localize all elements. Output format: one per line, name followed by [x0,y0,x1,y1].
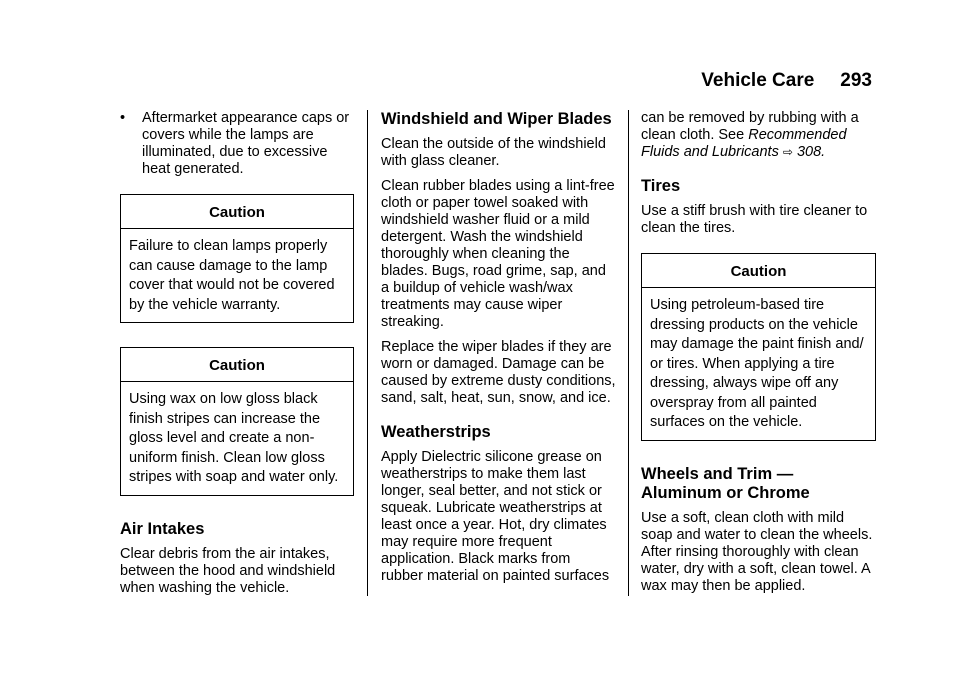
continued-paragraph [641,110,876,161]
section-title: Vehicle Care [701,70,815,91]
page-header [701,70,872,92]
heading-air-intakes: Air Intakes [120,519,205,538]
bullet-mark: • [120,110,126,126]
continued-text: can be removed by rubbing with a clean cloth. See [641,110,859,143]
windshield-paragraph: Clean the outside of the windshield with glass cleaner. [381,136,606,169]
caution-box-wax [120,347,354,496]
caution-title: Caution [121,348,353,382]
weatherstrips-text: Apply Dielectric silicone grease on weatherstrips to make them last longer, seal better, and not stick or squeak. Lubricate weatherstrips at least once a year. Hot, dry climates may require more frequent application. Black marks from rubber material on painted surfaces [381,449,610,584]
column-3 [641,110,876,603]
cross-reference-link[interactable]: Recommended Fluids and Lubricants [641,127,847,160]
column-1 [120,110,354,605]
heading-weatherstrips: Weatherstrips [381,423,491,441]
caution-box-tires [641,253,876,441]
heading-wheels: Wheels and Trim — Aluminum or Chrome [641,464,810,502]
windshield-paragraph: Replace the wiper blades if they are worn or damaged. Damage can be caused by extreme dusty conditions, sand, salt, heat, sun, snow, and ice. [381,339,616,406]
caution-body: Using petroleum-based tire dressing products on the vehicle may damage the paint finish and/ or tires. When applying a tire dressing, always wipe off any overspray from all painted surfaces on the vehicle. [650,297,864,430]
bullet-item [120,110,354,178]
column-divider [628,110,629,596]
caution-title: Caution [121,195,353,229]
page-reference-icon: ⇨ [782,145,793,159]
page-number: 293 [840,70,872,91]
caution-box-lamps [120,194,354,323]
tires-text: Use a stiff brush with tire cleaner to clean the tires. [641,203,868,236]
caution-body: Failure to clean lamps properly can cause damage to the lamp cover that would not be covered by the vehicle warranty. [129,238,335,313]
page-reference-number[interactable]: 308 [796,144,822,160]
column-divider [367,110,368,596]
bullet-text: Aftermarket appearance caps or covers while the lamps are illuminated, due to excessive heat generated. [142,110,350,177]
caution-title: Caution [642,254,875,288]
wheels-text: Use a soft, clean cloth with mild soap and water to clean the wheels. After rinsing thoroughly with clean water, dry with a soft, clean towel. A wax may then be applied. [641,509,873,594]
heading-tires: Tires [641,177,681,195]
air-intakes-text: Clear debris from the air intakes, between the hood and windshield when washing the vehicle. [120,545,336,596]
column-2 [381,110,616,593]
caution-body: Using wax on low gloss black finish stripes can increase the gloss level and create a non-uniform finish. Clean low gloss stripes with soap and water only. [129,391,339,485]
heading-windshield: Windshield and Wiper Blades [381,110,612,128]
windshield-paragraph: Clean rubber blades using a lint-free cloth or paper towel soaked with windshield washer fluid or a mild detergent. Wash the windshield thoroughly when cleaning the blades. Bugs, road grime, sap, and a buildup of vehicle wash/wax treatments may cause wiper streaking. [381,178,615,330]
paragraph-end: . [821,144,826,160]
